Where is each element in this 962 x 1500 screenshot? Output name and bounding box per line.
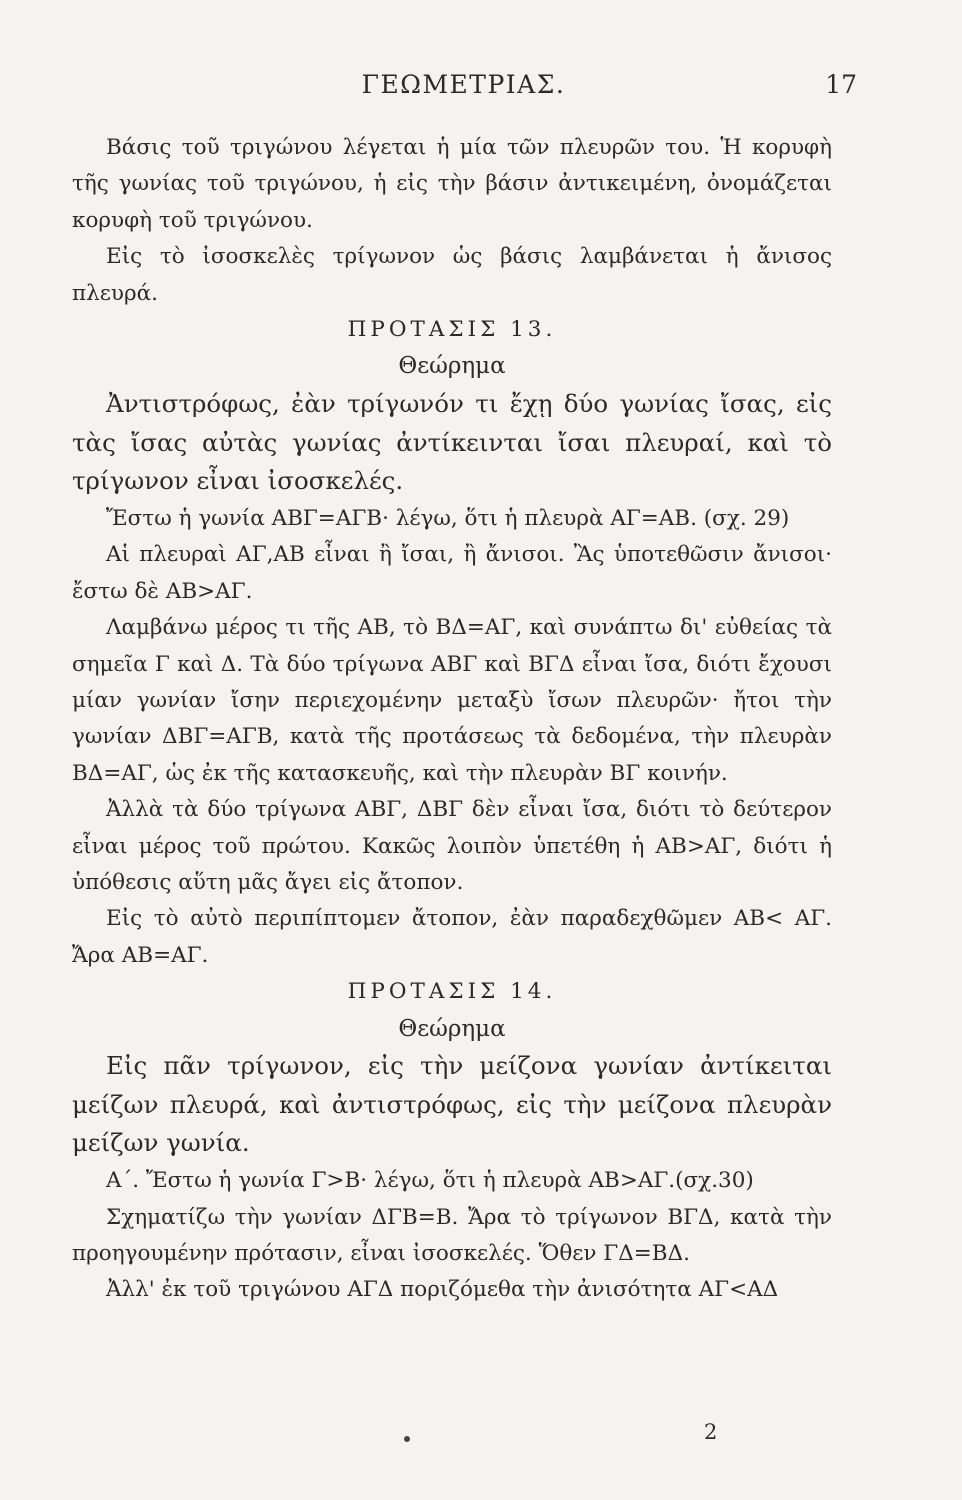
- paragraph-isosceles-base: Εἰς τὸ ἰσοσκελὲς τρίγωνον ὡς βάσις λαμβάνεται ἡ ἄνισος πλευρά.: [72, 244, 832, 306]
- running-title: ΓΕΩΜΕΤΡΙΑΣ.: [361, 70, 566, 99]
- paragraph-case-a: Α΄. Ἔστω ἡ γωνία Γ>Β· λέγω, ὅτι ἡ πλευρὰ ΑΒ>ΑΓ.(σχ.30): [106, 1168, 754, 1194]
- signature-mark: 2: [704, 1420, 718, 1444]
- paragraph-conclusion: Εἰς τὸ αὐτὸ περιπίπτομεν ἄτοπον, ἐὰν παραδεχθῶμεν ΑΒ< ΑΓ. Ἄρα ΑΒ=ΑΓ.: [72, 906, 832, 968]
- proposition-13-statement: Ἀντιστρόφως, ἐὰν τρίγωνόν τι ἔχῃ δύο γωνίας ἴσας, εἰς τὰς ἴσας αὐτὰς γωνίας ἀντίκεινται ἴσαι πλευραί, καὶ τὸ τρίγωνον εἶναι ἰσοσκελές.: [72, 388, 832, 496]
- paragraph-construction: Λαμβάνω μέρος τι τῆς ΑΒ, τὸ ΒΔ=ΑΓ, καὶ συνάπτω δι' εὐθείας τὰ σημεῖα Γ καὶ Δ. Τὰ δύο τρίγωνα ΑΒΓ καὶ ΒΓΔ εἶναι ἴσα, διότι ἔχουσι μίαν γωνίαν ἴσην περιεχομένην μεταξὺ ἴσων πλευρῶν· ἤτοι τὴν γωνίαν ΔΒΓ=ΑΓΒ, κατὰ τῆς προτάσεως τὰ δεδομένα, τὴν πλευρὰν ΒΔ=ΑΓ, ὡς ἐκ τῆς κατασκευῆς, καὶ τὴν πλευρὰν ΒΓ κοινήν.: [72, 615, 832, 786]
- page-header: [70, 70, 857, 110]
- paragraph-inequality: Ἀλλ' ἐκ τοῦ τριγώνου ΑΓΔ ποριζόμεθα τὴν ἀνισότητα ΑΓ<ΑΔ: [106, 1277, 779, 1303]
- proposition-13-subtitle: Θεώρημα: [398, 353, 506, 380]
- paragraph-let-angle: Ἔστω ἡ γωνία ΑΒΓ=ΑΓΒ· λέγω, ὅτι ἡ πλευρὰ ΑΓ=ΑΒ. (σχ. 29): [106, 505, 790, 531]
- page-body: [72, 130, 832, 1309]
- proposition-13-title: ΠΡΟΤΑΣΙΣ 13.: [347, 317, 557, 343]
- paragraph-contradiction: Ἀλλὰ τὰ δύο τρίγωνα ΑΒΓ, ΔΒΓ δὲν εἶναι ἴσα, διότι τὸ δεύτερον εἶναι μέρος τοῦ πρώτου. Κακῶς λοιπὸν ὑπετέθη ἡ ΑΒ>ΑΓ, διότι ἡ ὑπόθεσις αὕτη μᾶς ἄγει εἰς ἄτοπον.: [72, 797, 832, 896]
- printer-mark-dot: [404, 1436, 410, 1442]
- paragraph-base-definition: Βάσις τοῦ τριγώνου λέγεται ἡ μία τῶν πλευρῶν του. Ἡ κορυφὴ τῆς γωνίας τοῦ τριγώνου, ἡ εἰς τὴν βάσιν ἀντικειμένη, ὀνομάζεται κορυφὴ τοῦ τριγώνου.: [72, 135, 832, 233]
- proposition-14-subtitle: Θεώρημα: [398, 1015, 506, 1042]
- page-number: 17: [825, 70, 857, 99]
- proposition-14-statement: Εἰς πᾶν τρίγωνον, εἰς τὴν μείζονα γωνίαν ἀντίκειται μείζων πλευρά, καὶ ἀντιστρόφως, εἰς τὴν μείζονα πλευρὰν μείζων γωνία.: [72, 1051, 832, 1158]
- proposition-14-title: ΠΡΟΤΑΣΙΣ 14.: [347, 979, 557, 1005]
- paragraph-sides-unequal: Αἱ πλευραὶ ΑΓ,ΑΒ εἶναι ἢ ἴσαι, ἢ ἄνισοι. Ἂς ὑποτεθῶσιν ἄνισοι· ἔστω δὲ ΑΒ>ΑΓ.: [72, 542, 832, 604]
- paragraph-construct-angle: Σχηματίζω τὴν γωνίαν ΔΓΒ=Β. Ἄρα τὸ τρίγωνον ΒΓΔ, κατὰ τὴν προηγουμένην πρότασιν, εἶναι ἰσοσκελές. Ὅθεν ΓΔ=ΒΔ.: [72, 1204, 832, 1266]
